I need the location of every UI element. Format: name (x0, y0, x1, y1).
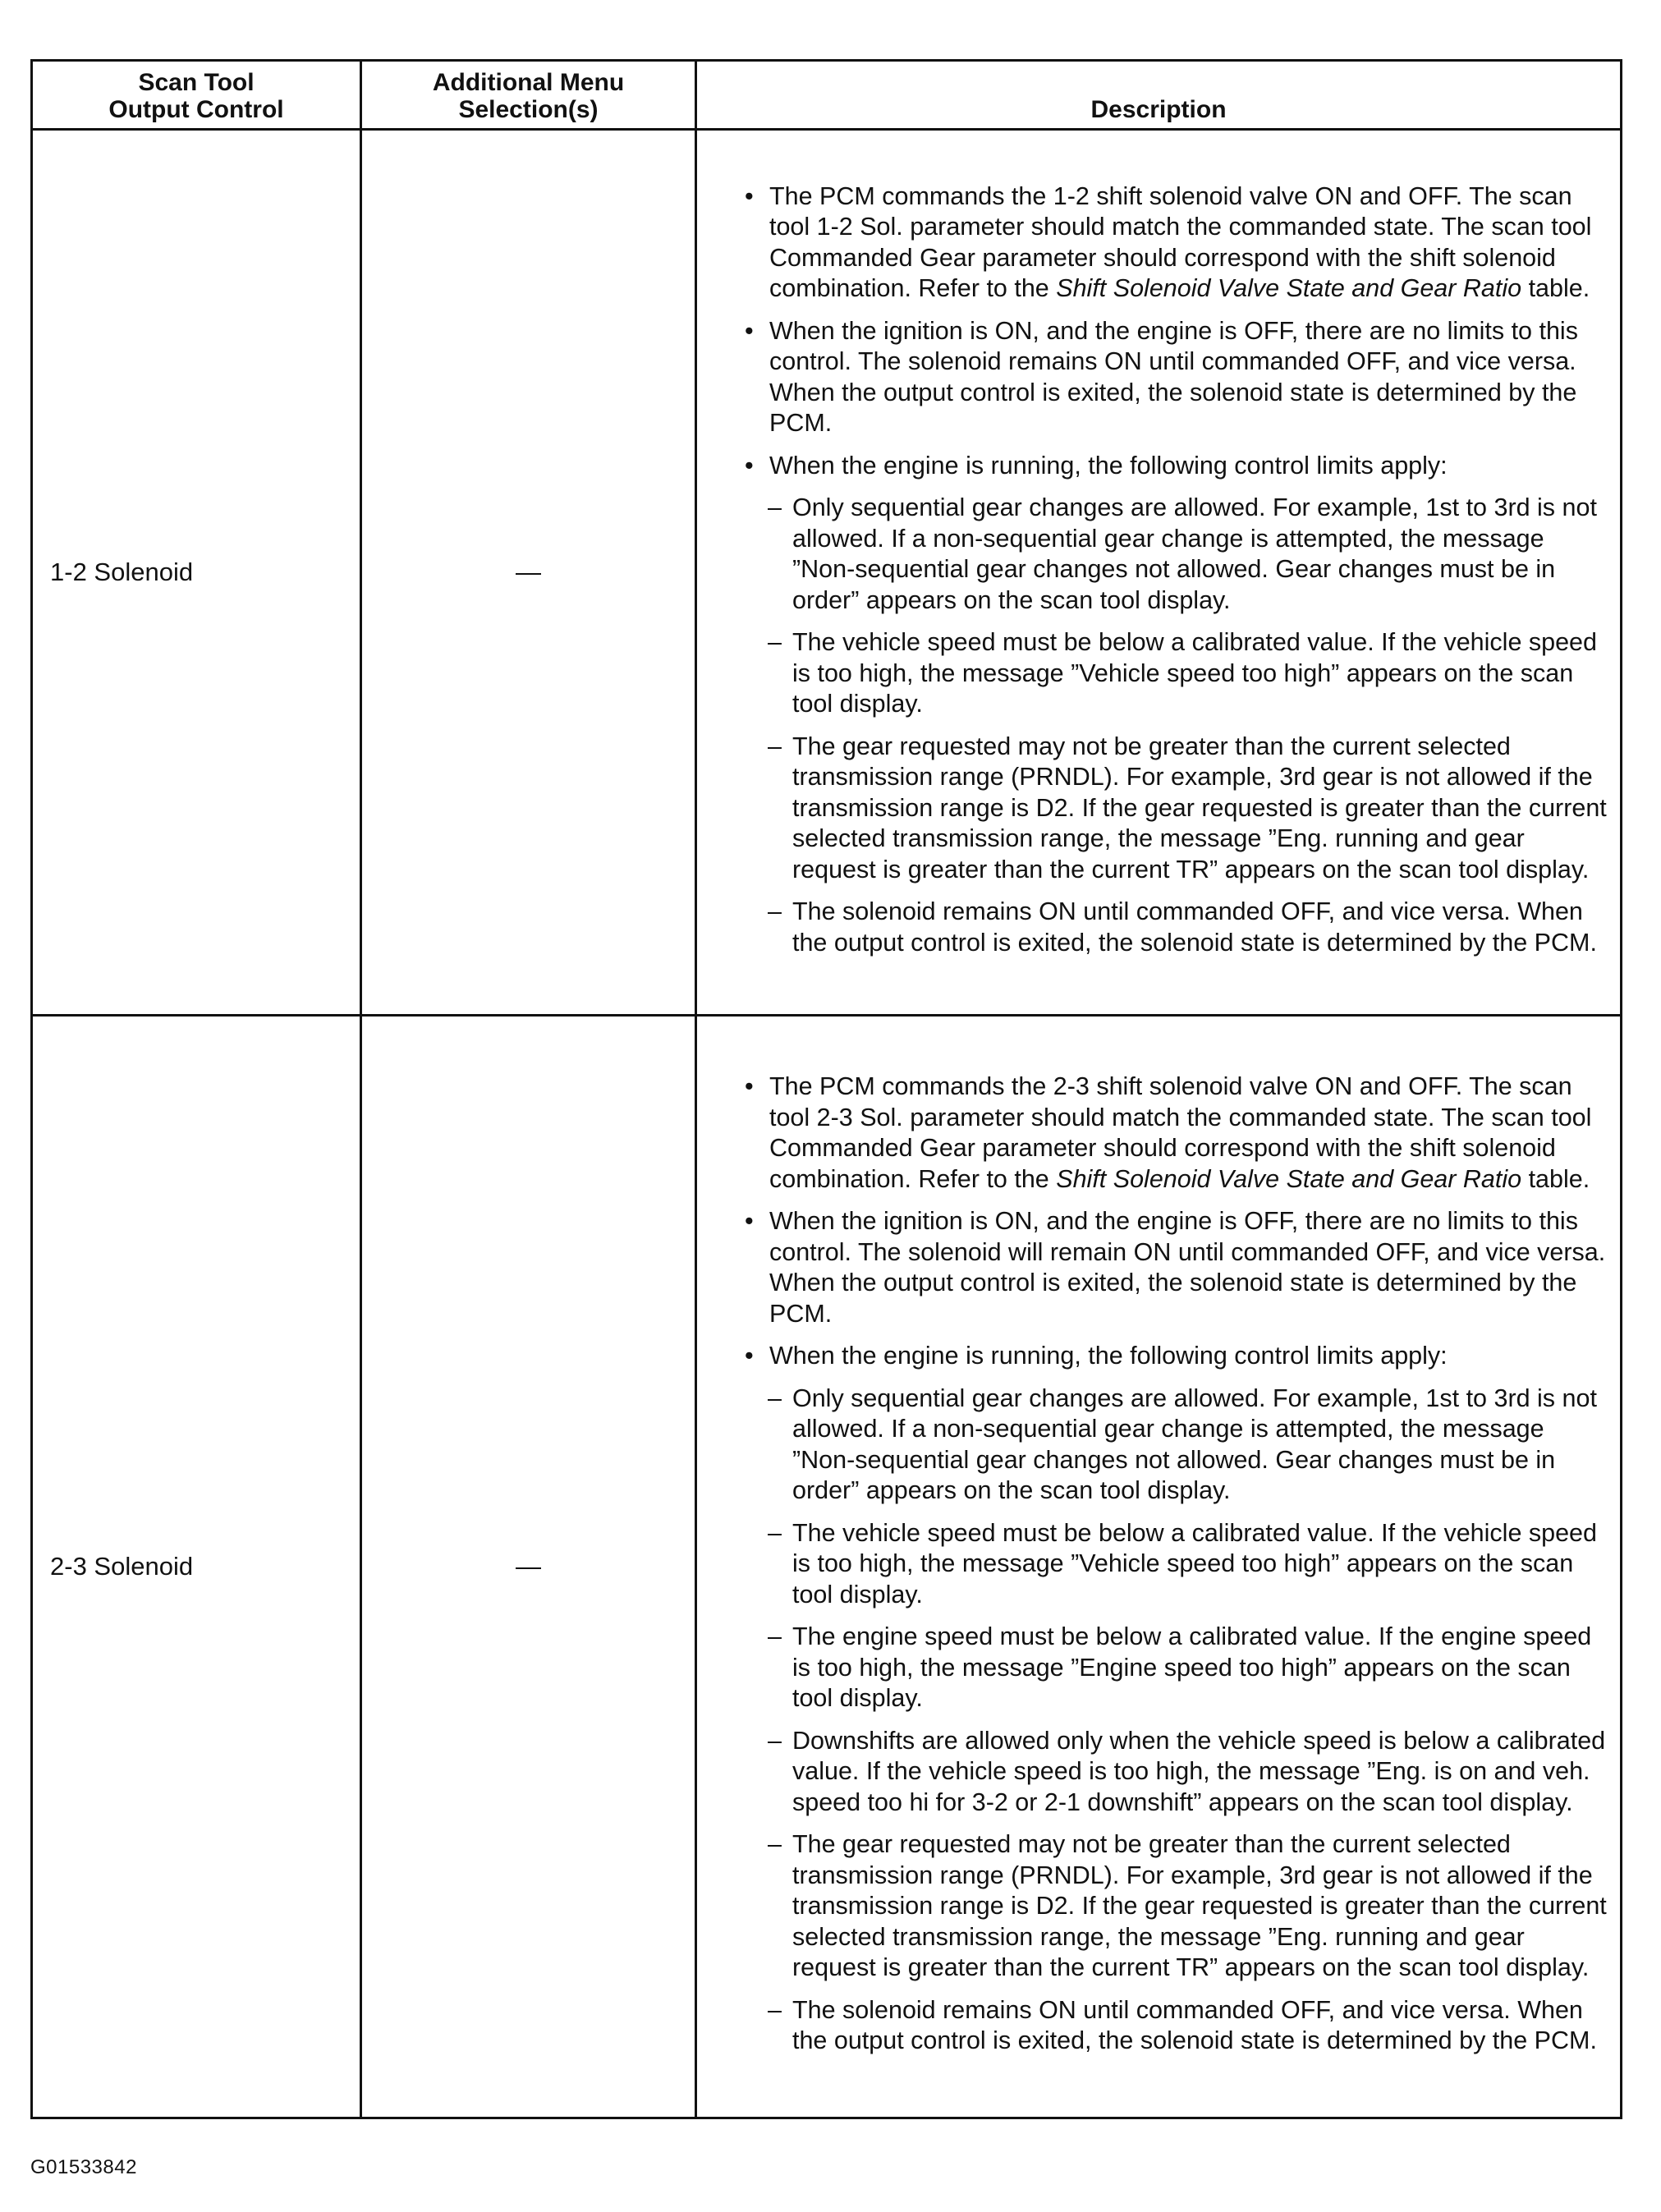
table-reference-italic: Shift Solenoid Valve State and Gear Ratio (1056, 1164, 1522, 1193)
table-body (32, 130, 1622, 2118)
menu-selection-cell: — (361, 1016, 696, 2118)
control-limit-text: The engine speed must be below a calibrated value. If the engine speed is too high, the message ”Engine speed too high” appears on the scan tool display. (792, 1622, 1592, 1713)
bullet-icon: • (745, 316, 754, 345)
dash-icon: – (768, 1995, 782, 2024)
control-limit-text: Only sequential gear changes are allowed. For example, 1st to 3rd is not allowed. If a non-sequential gear change is attempted, the message ”Non-sequential gear changes not allowed. Gear changes must be in order” appears on the scan tool display. (792, 493, 1597, 614)
control-limit-item (756, 1726, 1613, 1819)
control-limit-text: The gear requested may not be greater than the current selected transmission range (PRNDL). For example, 3rd gear is not allowed if the transmission range is D2. If the gear requested is greater than the current selected transmission range, the message ”Eng. running and gear request is greater than the current TR” appears on the scan tool display. (792, 1830, 1607, 1982)
description-bullet-list (697, 181, 1613, 959)
bullet-text: The PCM commands the 1-2 shift solenoid valve ON and OFF. The scan tool 1-2 Sol. parameter should match the commanded state. The scan tool Commanded Gear parameter should correspond with the shift solenoid combination. Refer to the (769, 181, 1592, 303)
control-limit-item (756, 1829, 1613, 1984)
bullet-text: The PCM commands the 2-3 shift solenoid valve ON and OFF. The scan tool 2-3 Sol. parameter should match the commanded state. The scan tool Commanded Gear parameter should correspond with the shift solenoid combination. Refer to the (769, 1072, 1592, 1193)
control-limit-text: Downshifts are allowed only when the vehicle speed is below a calibrated value. If the vehicle speed is too high, the message ”Eng. is on and veh. speed too hi for 3-2 or 2-1 downshift” appears on the scan tool display. (792, 1726, 1606, 1816)
header-col2-label: Additional Menu Selection(s) (432, 69, 625, 123)
description-cell (696, 130, 1622, 1016)
bullet-text: When the ignition is ON, and the engine is OFF, there are no limits to this control. The solenoid will remain ON until commanded OFF, and vice versa. When the output control is exited, the solenoid state is determined by the PCM. (769, 1207, 1606, 1328)
control-limit-item (756, 732, 1613, 886)
table-reference-italic: Shift Solenoid Valve State and Gear Ratio (1056, 274, 1522, 303)
description-bullet (697, 316, 1613, 439)
bullet-icon: • (745, 1207, 754, 1236)
dash-icon: – (768, 897, 782, 926)
menu-selection-cell: — (361, 130, 696, 1016)
bullet-text: When the engine is running, the following control limits apply: (769, 451, 1448, 480)
control-limit-text: The vehicle speed must be below a calibrated value. If the vehicle speed is too high, the message ”Vehicle speed too high” appears on the scan tool display. (792, 1518, 1597, 1609)
control-limit-text: Only sequential gear changes are allowed. For example, 1st to 3rd is not allowed. If a non-sequential gear change is attempted, the message ”Non-sequential gear changes not allowed. Gear changes must be in order” appears on the scan tool display. (792, 1384, 1597, 1505)
table-row (32, 1016, 1622, 2118)
control-limit-item (756, 897, 1613, 958)
description-cell (696, 1016, 1622, 2118)
control-limit-item (756, 627, 1613, 720)
control-limit-item (756, 1384, 1613, 1507)
dash-icon: – (768, 732, 782, 760)
control-limit-text: The gear requested may not be greater than the current selected transmission range (PRNDL). For example, 3rd gear is not allowed if the transmission range is D2. If the gear requested is greater than the current selected transmission range, the message ”Eng. running and gear request is greater than the current TR” appears on the scan tool display. (792, 732, 1607, 883)
header-description (696, 61, 1622, 130)
table-row (32, 130, 1622, 1016)
bullet-icon: • (745, 1342, 754, 1370)
bullet-text-tail: table. (1521, 1164, 1590, 1193)
description-bullet (697, 181, 1613, 305)
header-row (32, 61, 1622, 130)
dash-icon: – (768, 1384, 782, 1412)
dash-icon: – (768, 1518, 782, 1547)
dash-icon: – (768, 1622, 782, 1651)
bullet-icon: • (745, 1072, 754, 1101)
control-limit-text: The vehicle speed must be below a calibrated value. If the vehicle speed is too high, the message ”Vehicle speed too high” appears on the scan tool display. (792, 628, 1597, 718)
control-limit-item (756, 1995, 1613, 2057)
bullet-icon: • (745, 451, 754, 480)
control-limit-text: The solenoid remains ON until commanded OFF, and vice versa. When the output control is exited, the solenoid state is determined by the PCM. (792, 897, 1597, 957)
header-additional-menu-selections (361, 61, 696, 130)
bullet-text: When the ignition is ON, and the engine is OFF, there are no limits to this control. The solenoid remains ON until commanded OFF, and vice versa. When the output control is exited, the solenoid state is determined by the PCM. (769, 316, 1578, 438)
bullet-icon: • (745, 181, 754, 210)
control-limit-text: The solenoid remains ON until commanded OFF, and vice versa. When the output control is exited, the solenoid state is determined by the PCM. (792, 1995, 1597, 2055)
control-limit-item (756, 493, 1613, 616)
output-control-cell: 2-3 Solenoid (32, 1016, 361, 2118)
dash-icon: – (768, 628, 782, 657)
header-col3-label: Description (1090, 96, 1227, 123)
bullet-text: When the engine is running, the following control limits apply: (769, 1342, 1448, 1370)
description-bullet-list (697, 1072, 1613, 2057)
header-col1-label: Scan Tool Output Control (108, 69, 284, 123)
header-scan-tool-output-control (32, 61, 361, 130)
control-limit-item (756, 1622, 1613, 1714)
dash-icon: – (768, 493, 782, 522)
description-bullet (697, 451, 1613, 959)
description-bullet (697, 1341, 1613, 2057)
control-limit-list (769, 1384, 1613, 2057)
output-control-cell: 1-2 Solenoid (32, 130, 361, 1016)
dash-icon: – (768, 1726, 782, 1755)
control-limit-list (769, 493, 1613, 958)
figure-code: G01533842 (30, 2156, 137, 2178)
description-bullet (697, 1206, 1613, 1329)
output-control-table (30, 59, 1622, 2119)
description-bullet (697, 1072, 1613, 1195)
control-limit-item (756, 1518, 1613, 1611)
dash-icon: – (768, 1830, 782, 1859)
bullet-text-tail: table. (1521, 274, 1590, 303)
